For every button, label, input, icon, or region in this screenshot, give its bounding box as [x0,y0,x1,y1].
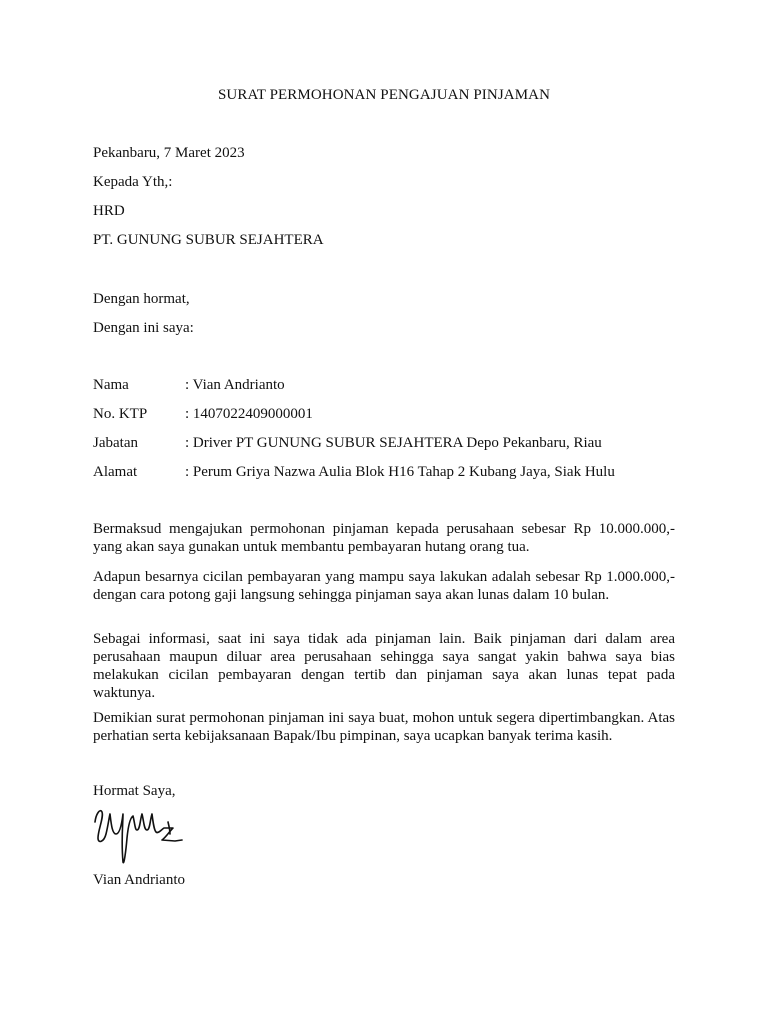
paragraph-information: Sebagai informasi, saat ini saya tidak ada pinjaman lain. Baik pinjaman dari dalam area perusahaan maupun diluar area perusahaan sehingga saya sangat yakin bahwa saya bias melakukan cicilan pembayaran dengan tertib dan pinjaman saya akan lunas tepat pada waktunya. [93,631,675,701]
field-label-ktp: No. KTP [93,406,148,422]
place-date: Pekanbaru, 7 Maret 2023 [93,145,245,161]
paragraph-installment: Adapun besarnya cicilan pembayaran yang mampu saya lakukan adalah sebesar Rp 1.000.000,- dengan cara potong gaji langsung sehingga pinjaman saya akan lunas dalam 10 bulan. [93,569,675,603]
signer-name: Vian Andrianto [93,872,185,888]
recipient-intro: Kepada Yth,: [93,174,173,190]
paragraph-closing-statement: Demikian surat permohonan pinjaman ini saya buat, mohon untuk segera dipertimbangkan. Atas perhatian serta kebijaksanaan Bapak/Ibu pimpinan, saya ucapkan banyak terima kasih. [93,710,675,744]
field-value-nama: : Vian Andrianto [185,377,285,393]
field-label-jabatan: Jabatan [93,435,138,451]
field-value-ktp: : 1407022409000001 [185,406,313,422]
field-value-jabatan: : Driver PT GUNUNG SUBUR SEJAHTERA Depo Pekanbaru, Riau [185,435,602,451]
letter-title: SURAT PERMOHONAN PENGAJUAN PINJAMAN [217,87,550,103]
recipient-dept: HRD [93,203,125,219]
field-label-alamat: Alamat [93,464,138,480]
field-value-alamat: : Perum Griya Nazwa Aulia Blok H16 Tahap 2 Kubang Jaya, Siak Hulu [185,464,615,480]
signature-image [90,800,190,872]
field-label-nama: Nama [93,377,129,393]
closing-salutation: Hormat Saya, [93,783,176,799]
recipient-company: PT. GUNUNG SUBUR SEJAHTERA [93,232,324,248]
intro-line: Dengan ini saya: [93,320,194,336]
paragraph-request: Bermaksud mengajukan permohonan pinjaman kepada perusahaan sebesar Rp 10.000.000,- yang akan saya gunakan untuk membantu pembayaran hutang orang tua. [93,521,675,555]
greeting: Dengan hormat, [93,291,190,307]
